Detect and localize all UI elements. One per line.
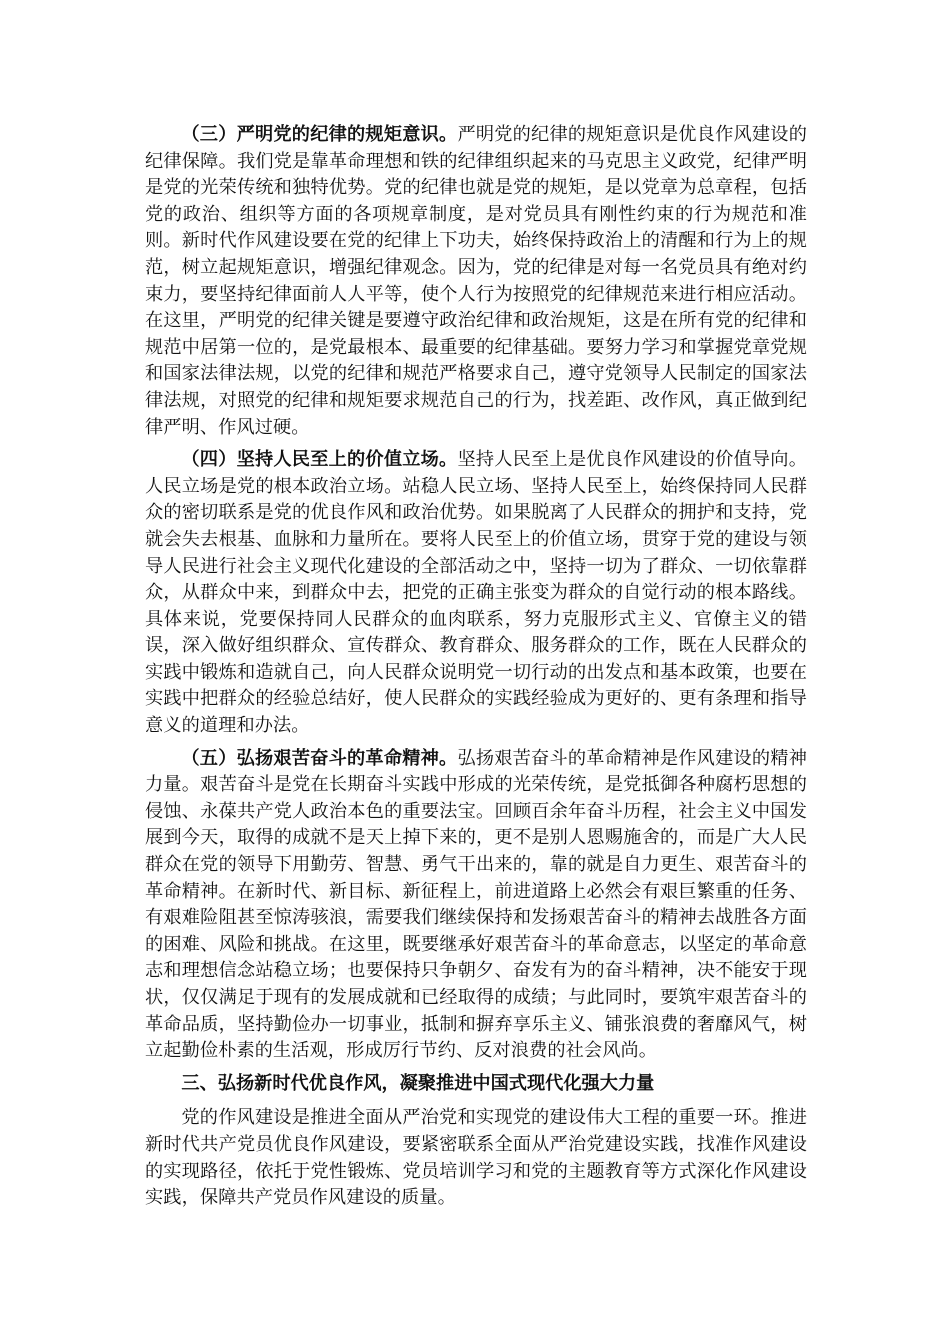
section-lead: （五）弘扬艰苦奋斗的革命精神。 (181, 747, 458, 769)
section-body: 严明党的纪律的规矩意识是优良作风建设的纪律保障。我们党是靠革命理想和铁的纪律组织起来的马克思主义政党，纪律严明是党的光荣传统和独特优势。党的纪律也就是党的规矩，是以党章为总章程，包括党的政治、组织等方面的各项规章制度，是对党员具有刚性约束的行为规范和准则。新时代作风建设要在党的纪律上下功夫，始终保持政治上的清醒和行为上的规范，树立起规矩意识，增强纪律观念。因为，党的纪律是对每一名党员具有绝对约束力，要坚持纪律面前人人平等，使个人行为按照党的纪律规范来进行相应活动。在这里，严明党的纪律关键是要遵守政治纪律和政治规矩，这是在所有党的纪律和规范中居第一位的，是党最根本、最重要的纪律基础。要努力学习和掌握党章党规和国家法律法规，以党的纪律和规范严格要求自己，遵守党领导人民制定的国家法律法规，对照党的纪律和规矩要求规范自己的行为，找差距、改作风，真正做到纪律严明、作风过硬。 (145, 124, 807, 438)
section-body: 弘扬艰苦奋斗的革命精神是作风建设的精神力量。艰苦奋斗是党在长期奋斗实践中形成的光荣传统，是党抵御各种腐朽思想的侵蚀、永葆共产党人政治本色的重要法宝。回顾百余年奋斗历程，社会主义中国发展到今天，取得的成就不是天上掉下来的，更不是别人恩赐施舍的，而是广大人民群众在党的领导下用勤劳、智慧、勇气干出来的，靠的就是自力更生、艰苦奋斗的革命精神。在新时代、新目标、新征程上，前进道路上必然会有艰巨繁重的任务、有艰难险阻甚至惊涛骇浪，需要我们继续保持和发扬艰苦奋斗的精神去战胜各方面的困难、风险和挑战。在这里，既要继承好艰苦奋斗的革命意志，以坚定的革命意志和理想信念站稳立场；也要保持只争朝夕、奋发有为的奋斗精神，决不能安于现状，仅仅满足于现有的发展成就和已经取得的成绩；与此同时，要筑牢艰苦奋斗的革命品质，坚持勤俭办一切事业，抵制和摒弃享乐主义、铺张浪费的奢靡风气，树立起勤俭朴素的生活观，形成厉行节约、反对浪费的社会风尚。 (145, 747, 807, 1062)
section-discipline (145, 122, 807, 441)
section-heading: 三、弘扬新时代优良作风，凝聚推进中国式现代化强大力量 (181, 1072, 655, 1094)
document-page (145, 122, 807, 1218)
section-lead: （四）坚持人民至上的价值立场。 (181, 449, 458, 471)
closing-paragraph: 党的作风建设是推进全面从严治党和实现党的建设伟大工程的重要一环。推进新时代共产党员优良作风建设，要紧密联系全面从严治党建设实践，找准作风建设的实现路径，依托于党性锻炼、党员培训学习和党的主题教育等方式深化作风建设实践，保障共产党员作风建设的质量。 (145, 1107, 807, 1209)
section-lead: （三）严明党的纪律的规矩意识。 (181, 124, 458, 145)
section-hard-work (145, 746, 807, 1065)
section-body: 坚持人民至上是优良作风建设的价值导向。人民立场是党的根本政治立场。站稳人民立场、坚持人民至上，始终保持同人民群众的密切联系是党的优良作风和政治优势。如果脱离了人民群众的拥护和支持，党就会失去根基、血脉和力量所在。要将人民至上的价值立场，贯穿于党的建设与领导人民进行社会主义现代化建设的全部活动之中，坚持一切为了群众、一切依靠群众，从群众中来，到群众中去，把党的正确主张变为群众的自觉行动的根本路线。具体来说，党要保持同人民群众的血肉联系，努力克服形式主义、官僚主义的错误，深入做好组织群众、宣传群众、教育群众、服务群众的工作，既在人民群众的实践中锻炼和造就自己，向人民群众说明党一切行动的出发点和基本政策，也要在实践中把群众的经验总结好，使人民群众的实践经验成为更好的、更有条理和指导意义的道理和办法。 (145, 449, 807, 737)
section-people-first (145, 447, 807, 740)
